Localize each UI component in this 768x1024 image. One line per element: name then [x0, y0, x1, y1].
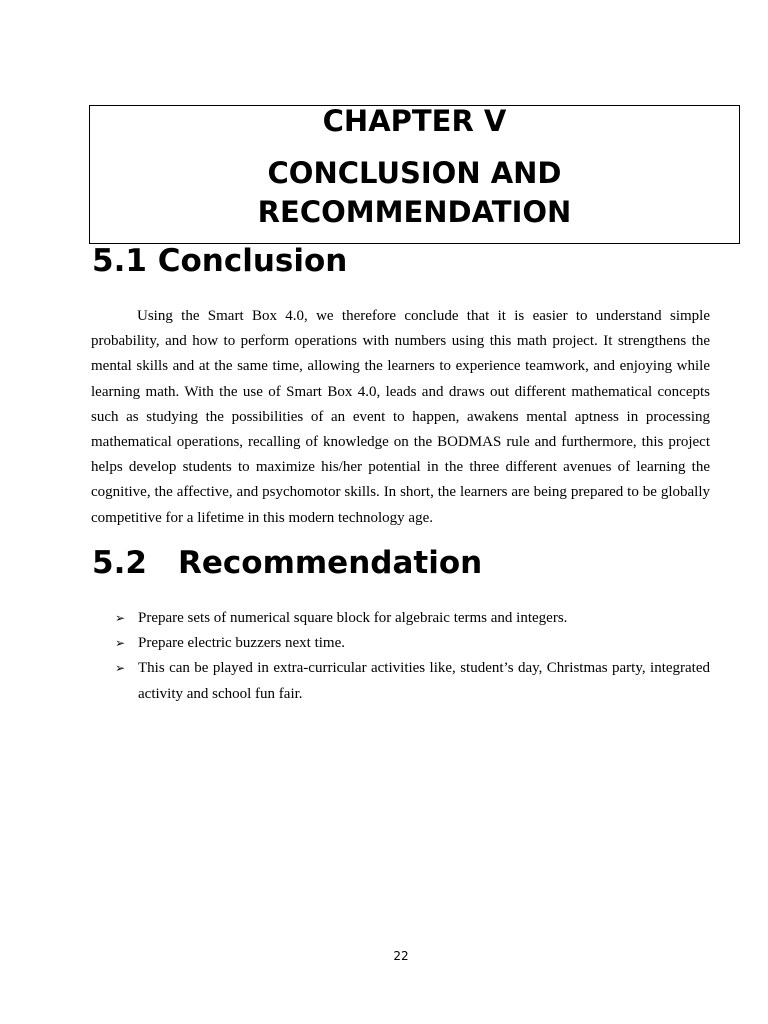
list-item [115, 606, 710, 631]
recommendation-heading-title: Recommendation [178, 545, 483, 581]
conclusion-paragraph: Using the Smart Box 4.0, we therefore conclude that it is easier to understand simple probability, and how to perform operations with numbers using this math project. It strengthens the mental skills and at the same time, allowing the learners to experience teamwork, and enjoying while learning math. With the use of Smart Box 4.0, leads and draws out different mathematical concepts such as studying the possibilities of an event to happen, awakens mental aptness in processing mathematical operations, recalling of knowledge on the BODMAS rule and furthermore, this project helps develop students to maximize his/her potential in the three different avenues of learning the cognitive, the affective, and psychomotor skills. In short, the learners are being prepared to be globally competitive for a lifetime in this modern technology age. [91, 308, 710, 526]
list-item [115, 656, 710, 706]
chapter-title-line-2: RECOMMENDATION [257, 195, 572, 229]
chapter-number: CHAPTER V [322, 104, 507, 138]
list-item [115, 631, 710, 656]
recommendation-heading [92, 545, 482, 581]
list-item-text: This can be played in extra-curricular activities like, student’s day, Christmas party, integrated activity and school fun fair. [138, 660, 710, 702]
arrowhead-bullet-icon: ➢ [115, 636, 126, 651]
arrowhead-bullet-icon: ➢ [115, 661, 126, 676]
list-item-text: Prepare sets of numerical square block for algebraic terms and integers. [138, 610, 568, 626]
chapter-title-box [89, 105, 740, 244]
page-number: 22 [393, 949, 409, 963]
arrowhead-bullet-icon: ➢ [115, 611, 126, 625]
conclusion-heading: 5.1 Conclusion [92, 243, 348, 279]
list-item-text: Prepare electric buzzers next time. [138, 635, 345, 652]
recommendation-heading-number: 5.2 [92, 545, 147, 581]
recommendation-list [115, 606, 710, 707]
chapter-title-line-1: CONCLUSION AND [267, 156, 562, 190]
